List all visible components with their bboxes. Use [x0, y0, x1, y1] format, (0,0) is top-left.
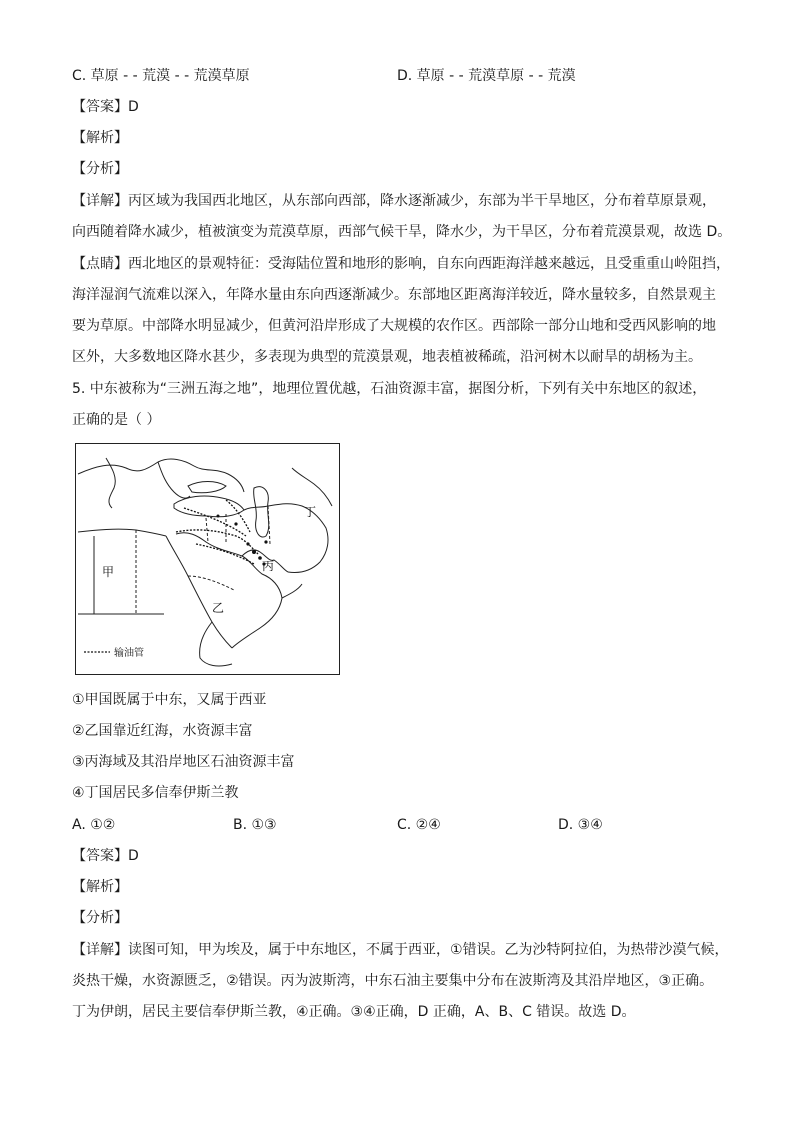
statement-1: ①甲国既属于中东，又属于西亚 [72, 692, 267, 708]
option-c: C. 草原 - - 荒漠 - - 荒漠草原 [72, 68, 250, 84]
answer-label: 【答案】D [72, 848, 139, 864]
detail-text: 丁为伊朗，居民主要信奉伊斯兰教，④正确。③④正确，D 正确，A、B、C 错误。故选 D。 [72, 1004, 636, 1020]
tip-text: 要为草原。中部降水明显减少，但黄河沿岸形成了大规模的农作区。西部除一部分山地和受西风影响的地 [72, 318, 716, 334]
detail-text: 炎热干燥，水资源匮乏，②错误。丙为波斯湾，中东石油主要集中分布在波斯湾及其沿岸地区，③正确。 [72, 973, 714, 989]
middle-east-map [75, 443, 340, 675]
tip-text: 海洋湿润气流难以深入，年降水量由东向西逐渐减少。东部地区距离海洋较近，降水量较多，自然景观主 [72, 287, 716, 303]
option-d: D. ③④ [558, 817, 603, 833]
map-label-yi: 乙 [212, 601, 225, 615]
statement-3: ③丙海域及其沿岸地区石油资源丰富 [72, 754, 295, 770]
detail-text: 向西随着降水减少，植被演变为荒漠草原，西部气候干旱，降水少，为干旱区，分布着荒漠景观，故选 D。 [72, 224, 732, 240]
map-drawing [76, 444, 338, 673]
option-d: D. 草原 - - 荒漠草原 - - 荒漠 [397, 68, 576, 84]
answer-label: 【答案】D [72, 99, 139, 115]
question-stem: 正确的是（ ） [72, 412, 161, 428]
option-a: A. ①② [72, 817, 116, 833]
map-label-jia: 甲 [102, 565, 115, 579]
map-label-bing: 丙 [262, 559, 275, 573]
analysis-subheading: 【分析】 [72, 161, 128, 177]
tip-text: 区外，大多数地区降水甚少，多表现为典型的荒漠景观，地表植被稀疏，沿河树木以耐旱的胡杨为主。 [72, 349, 702, 365]
analysis-subheading: 【分析】 [72, 910, 128, 926]
detail-text: 【详解】读图可知，甲为埃及，属于中东地区，不属于西亚，①错误。乙为沙特阿拉伯，为热带沙漠气候， [72, 942, 729, 958]
tip-text: 【点睛】西北地区的景观特征：受海陆位置和地形的影响，自东向西距海洋越来越远，且受重重山岭阻挡， [72, 256, 730, 272]
option-b: B. ①③ [233, 817, 277, 833]
analysis-heading: 【解析】 [72, 130, 128, 146]
statement-4: ④丁国居民多信奉伊斯兰教 [72, 785, 239, 801]
map-label-ding: 丁 [304, 505, 317, 519]
option-c: C. ②④ [397, 817, 441, 833]
analysis-heading: 【解析】 [72, 879, 128, 895]
statement-2: ②乙国靠近红海，水资源丰富 [72, 723, 253, 739]
question-stem: 5. 中东被称为“三洲五海之地”，地理位置优越，石油资源丰富，据图分析，下列有关中东地区的叙述， [72, 381, 707, 397]
detail-text: 【详解】丙区域为我国西北地区，从东部向西部，降水逐渐减少，东部为半干旱地区，分布着草原景观， [72, 193, 716, 209]
legend-pipeline-label: 输油管 [114, 648, 144, 659]
